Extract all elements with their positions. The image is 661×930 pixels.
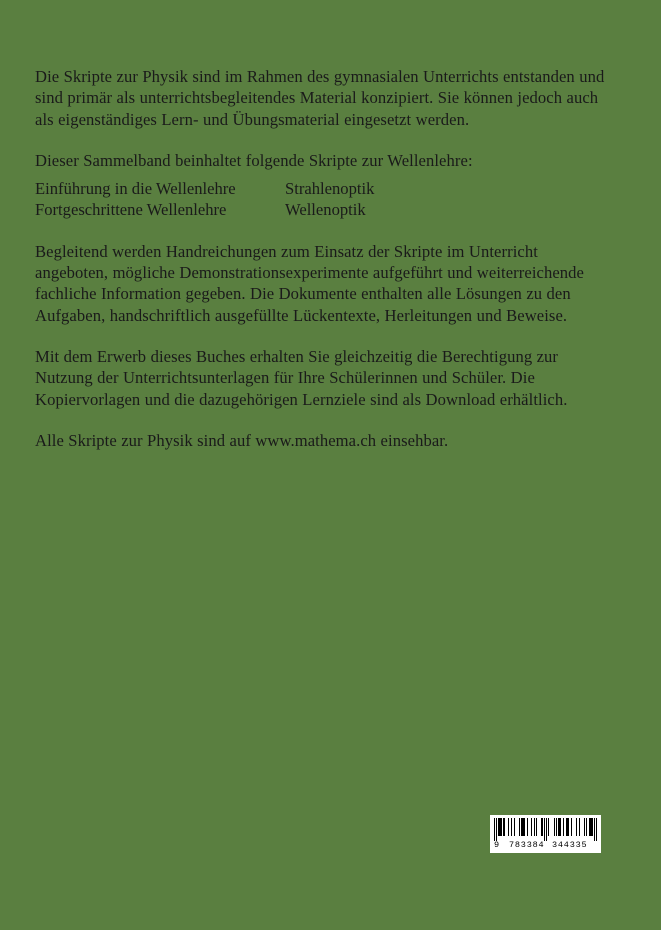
barcode-bar — [541, 818, 543, 836]
barcode-digits — [494, 840, 597, 851]
barcode-bar — [579, 818, 580, 836]
script-title-left-2: Fortgeschrittene Wellenlehre — [35, 200, 227, 220]
isbn-barcode — [490, 815, 601, 853]
license-paragraph: Mit dem Erwerb dieses Buches erhalten Sie gleichzeitig die Berechtigung zur Nutzung der Unterrichtsunterlagen für Ihre Schülerinnen und Schüler. Die Kopiervorlagen und die dazugehörigen Lernziele sind als Download erhältlich. — [35, 346, 568, 409]
barcode-right-group: 344335 — [552, 840, 588, 851]
script-title-right-1: Strahlenoptik — [285, 179, 375, 199]
script-list-row — [35, 199, 610, 220]
barcode-bars — [494, 818, 597, 840]
supplements-paragraph: Begleitend werden Handreichungen zum Einsatz der Skripte im Unterricht angeboten, mögliche Demonstrationsexperimente aufgeführt und weiterreichende fachliche Information gegeben. Die Dokumente enthalten alle Lösungen zu den Aufgaben, handschriftlich ausgefüllte Lückentexte, Herleitungen und Beweise. — [35, 241, 584, 325]
barcode-bar — [594, 818, 595, 841]
barcode-bar — [556, 818, 557, 836]
barcode-first-digit: 9 — [494, 840, 500, 851]
script-title-left-1: Einführung in die Wellenlehre — [35, 179, 236, 199]
barcode-bar — [558, 818, 561, 836]
barcode-bar — [511, 818, 512, 836]
barcode-bar — [521, 818, 525, 836]
barcode-bar — [494, 818, 495, 841]
script-list — [35, 178, 610, 221]
barcode-bar — [563, 818, 564, 836]
barcode-bar — [548, 818, 549, 836]
barcode-bar — [508, 818, 509, 836]
barcode-bar — [571, 818, 572, 836]
barcode-bar — [596, 818, 597, 841]
script-list-row — [35, 178, 610, 199]
barcode-bar — [514, 818, 515, 836]
barcode-bar — [498, 818, 501, 836]
barcode-bar — [584, 818, 585, 836]
barcode-bar — [576, 818, 577, 836]
script-title-right-2: Wellenoptik — [285, 200, 366, 220]
barcode-bar — [544, 818, 545, 841]
barcode-bar — [534, 818, 535, 836]
barcode-bar — [546, 818, 547, 841]
back-cover-text-block — [35, 66, 610, 451]
barcode-bar — [527, 818, 528, 836]
barcode-bar — [496, 818, 497, 841]
barcode-bar — [531, 818, 532, 836]
barcode-bar — [589, 818, 592, 836]
intro-paragraph: Die Skripte zur Physik sind im Rahmen des gymnasialen Unterrichts entstanden und sind primär als unterrichtsbegleitendes Material konzipiert. Sie können jedoch auch als eigenständiges Lern- und Übungsmaterial eingesetzt werden. — [35, 67, 605, 129]
barcode-bar — [503, 818, 505, 836]
barcode-bar — [536, 818, 537, 836]
barcode-left-group: 783384 — [509, 840, 545, 851]
barcode-bar — [554, 818, 555, 836]
website-note: Alle Skripte zur Physik sind auf www.mathema.ch einsehbar. — [35, 430, 449, 450]
collection-heading: Dieser Sammelband beinhaltet folgende Skripte zur Wellenlehre: — [35, 150, 473, 170]
barcode-bar — [566, 818, 569, 836]
barcode-bar — [519, 818, 520, 836]
barcode-bar — [586, 818, 587, 836]
